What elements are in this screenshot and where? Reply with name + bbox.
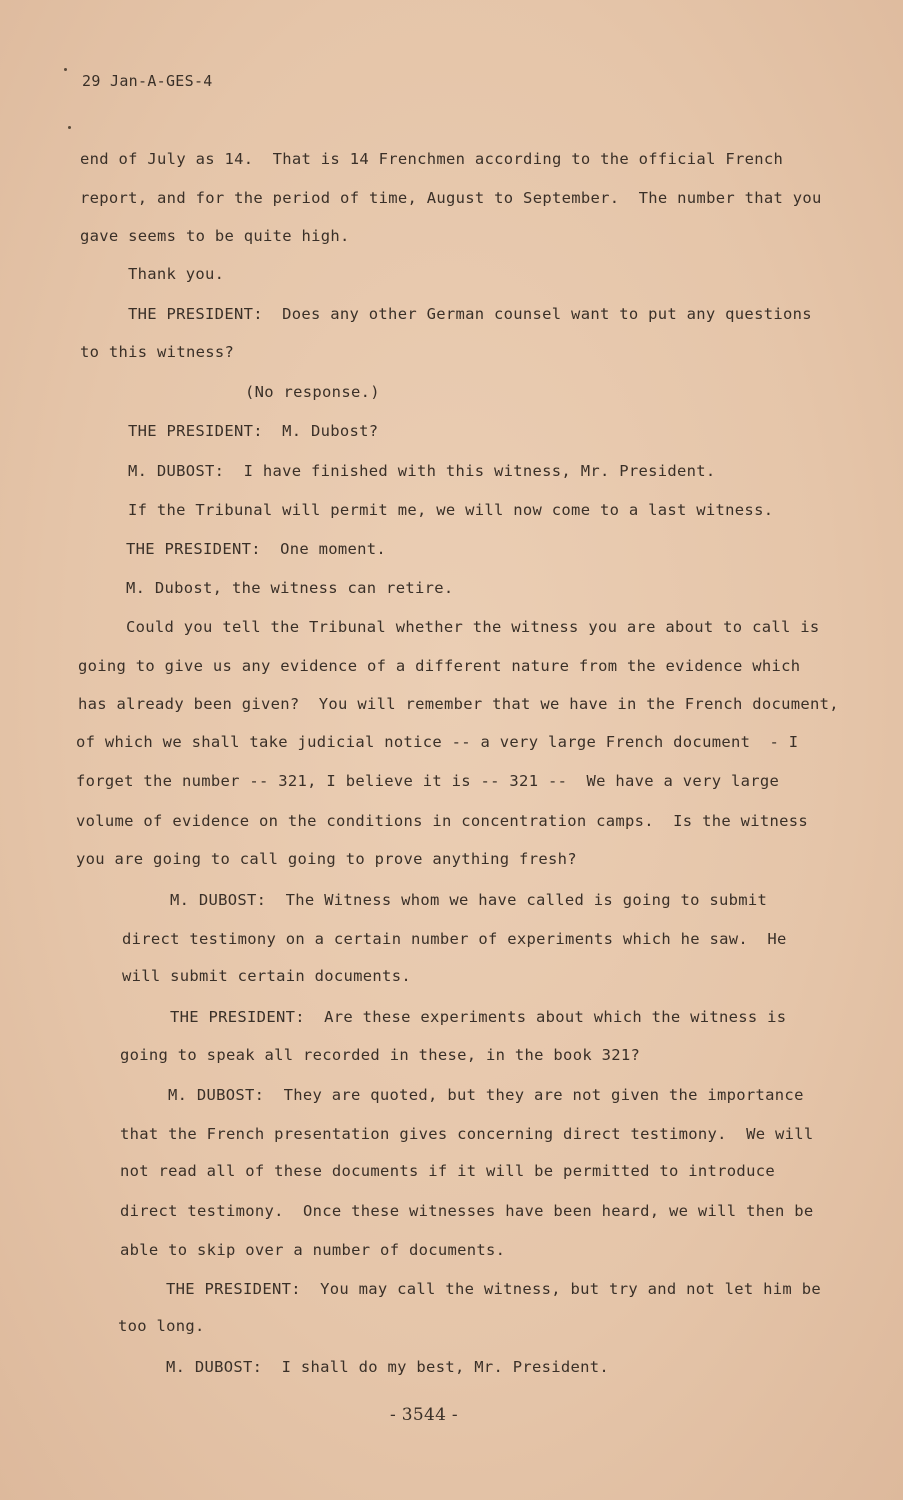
text-line: Could you tell the Tribunal whether the witness you are about to call is	[126, 618, 820, 636]
text-line: too long.	[118, 1317, 205, 1335]
text-line: will submit certain documents.	[122, 967, 411, 985]
text-line: not read all of these documents if it will be permitted to introduce	[120, 1162, 775, 1180]
text-line: report, and for the period of time, August to September. The number that you	[80, 189, 822, 207]
text-line: Thank you.	[128, 265, 225, 283]
text-line: direct testimony on a certain number of experiments which he saw. He	[122, 930, 787, 948]
ink-speck	[68, 126, 71, 129]
text-line: If the Tribunal will permit me, we will now come to a last witness.	[128, 501, 774, 519]
text-line: end of July as 14. That is 14 Frenchmen according to the official French	[80, 150, 784, 168]
text-line: going to give us any evidence of a different nature from the evidence which	[78, 657, 801, 675]
text-line: forget the number -- 321, I believe it is -- 321 -- We have a very large	[76, 772, 780, 790]
text-line: M. DUBOST: I have finished with this witness, Mr. President.	[128, 462, 716, 480]
text-line: THE PRESIDENT: One moment.	[126, 540, 387, 558]
text-line: THE PRESIDENT: Does any other German counsel want to put any questions	[128, 305, 812, 323]
text-line: you are going to call going to prove anything fresh?	[76, 850, 577, 868]
text-line: gave seems to be quite high.	[80, 227, 350, 245]
text-line: THE PRESIDENT: M. Dubost?	[128, 422, 379, 440]
text-line: able to skip over a number of documents.	[120, 1241, 506, 1259]
page-number: - 3544 -	[390, 1405, 458, 1425]
text-line: (No response.)	[245, 383, 380, 401]
text-line: M. Dubost, the witness can retire.	[126, 579, 454, 597]
text-line: to this witness?	[80, 343, 235, 361]
text-line: volume of evidence on the conditions in concentration camps. Is the witness	[76, 812, 809, 830]
text-line: M. DUBOST: The Witness whom we have called is going to submit	[170, 891, 768, 909]
text-line: direct testimony. Once these witnesses have been heard, we will then be	[120, 1202, 814, 1220]
text-line: M. DUBOST: I shall do my best, Mr. President.	[166, 1358, 610, 1376]
text-line: has already been given? You will remember that we have in the French document,	[78, 695, 839, 713]
document-header: 29 Jan-A-GES-4	[82, 72, 213, 90]
text-line: THE PRESIDENT: Are these experiments about which the witness is	[170, 1008, 787, 1026]
ink-speck	[64, 68, 67, 71]
text-line: going to speak all recorded in these, in the book 321?	[120, 1046, 641, 1064]
text-line: that the French presentation gives concerning direct testimony. We will	[120, 1125, 814, 1143]
text-line: THE PRESIDENT: You may call the witness, but try and not let him be	[166, 1280, 821, 1298]
text-line: M. DUBOST: They are quoted, but they are not given the importance	[168, 1086, 804, 1104]
text-line: of which we shall take judicial notice -- a very large French document - I	[76, 733, 799, 751]
